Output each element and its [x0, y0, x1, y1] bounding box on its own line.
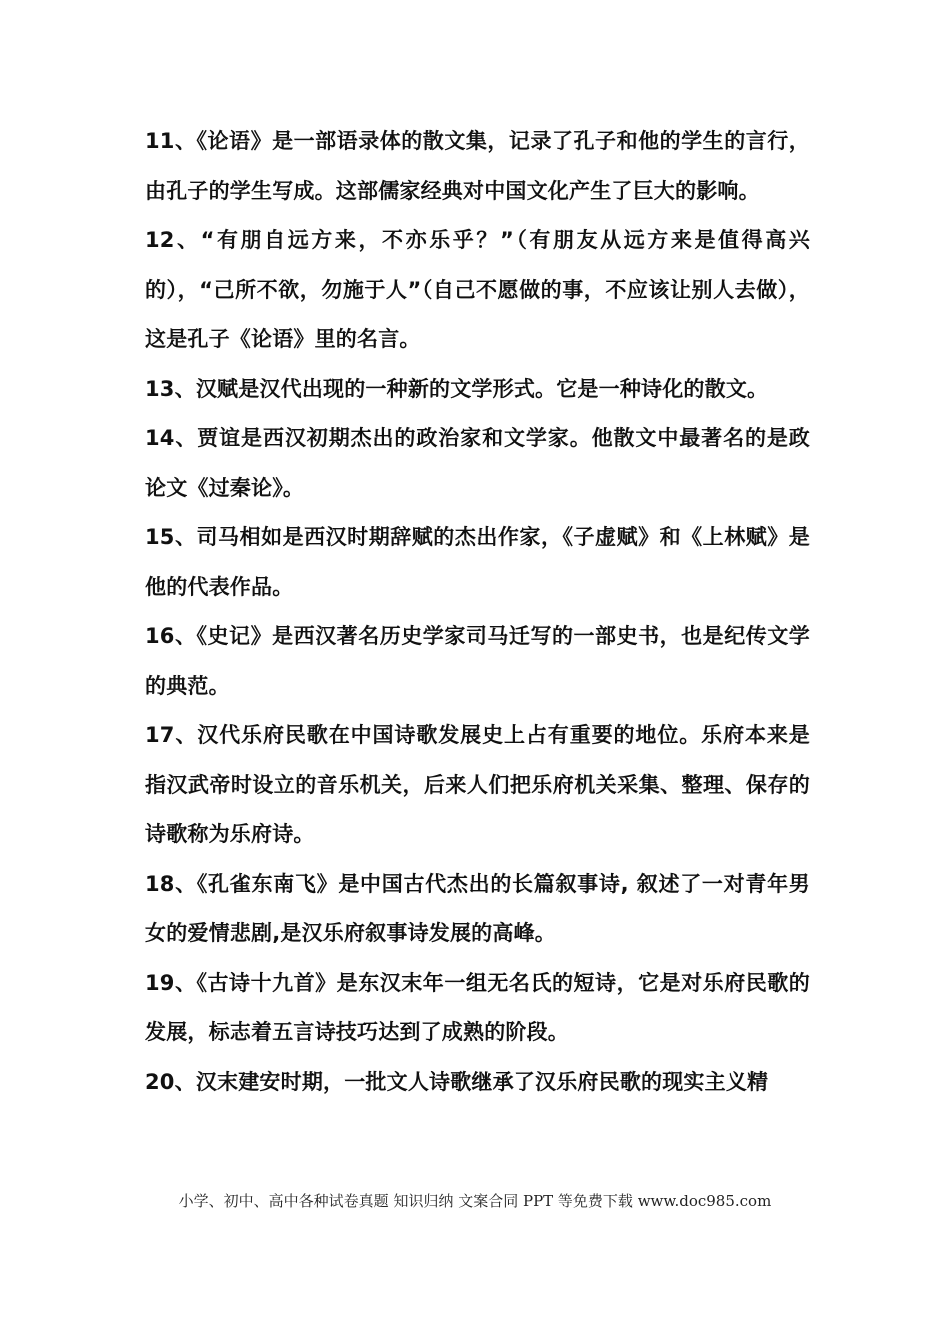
page-footer: 小学、初中、高中各种试卷真题 知识归纳 文案合同 PPT 等免费下载 www.doc985.com: [178, 1192, 772, 1210]
paragraph-19: 19、《古诗十九首》是东汉末年一组无名氏的短诗，它是对乐府民歌的发展，标志着五言诗技巧达到了成熟的阶段。: [145, 970, 810, 1044]
paragraph-12: 12、“有朋自远方来，不亦乐乎？”（有朋友从远方来是值得高兴的），“己所不欲，勿施于人”（自己不愿做的事，不应该让别人去做），这是孔子《论语》里的名言。: [145, 228, 810, 351]
paragraph-14: 14、贾谊是西汉初期杰出的政治家和文学家。他散文中最著名的是政论文《过秦论》。: [145, 426, 810, 500]
paragraph-20: 20、汉末建安时期，一批文人诗歌继承了汉乐府民歌的现实主义精: [145, 1069, 769, 1094]
document-body: [145, 117, 810, 1107]
paragraph-17: 17、汉代乐府民歌在中国诗歌发展史上占有重要的地位。乐府本来是指汉武帝时设立的音乐机关，后来人们把乐府机关采集、整理、保存的诗歌称为乐府诗。: [145, 723, 810, 846]
paragraph-16: 16、《史记》是西汉著名历史学家司马迁写的一部史书，也是纪传文学的典范。: [145, 624, 810, 698]
paragraph-18: 18、《孔雀东南飞》是中国古代杰出的长篇叙事诗, 叙述了一对青年男女的爱情悲剧,是汉乐府叙事诗发展的高峰。: [145, 871, 810, 945]
paragraph-15: 15、司马相如是西汉时期辞赋的杰出作家，《子虚赋》和《上林赋》是他的代表作品。: [145, 525, 810, 599]
paragraph-11: 11、《论语》是一部语录体的散文集，记录了孔子和他的学生的言行，由孔子的学生写成。这部儒家经典对中国文化产生了巨大的影响。: [145, 129, 810, 203]
paragraph-13: 13、汉赋是汉代出现的一种新的文学形式。它是一种诗化的散文。: [145, 376, 769, 401]
